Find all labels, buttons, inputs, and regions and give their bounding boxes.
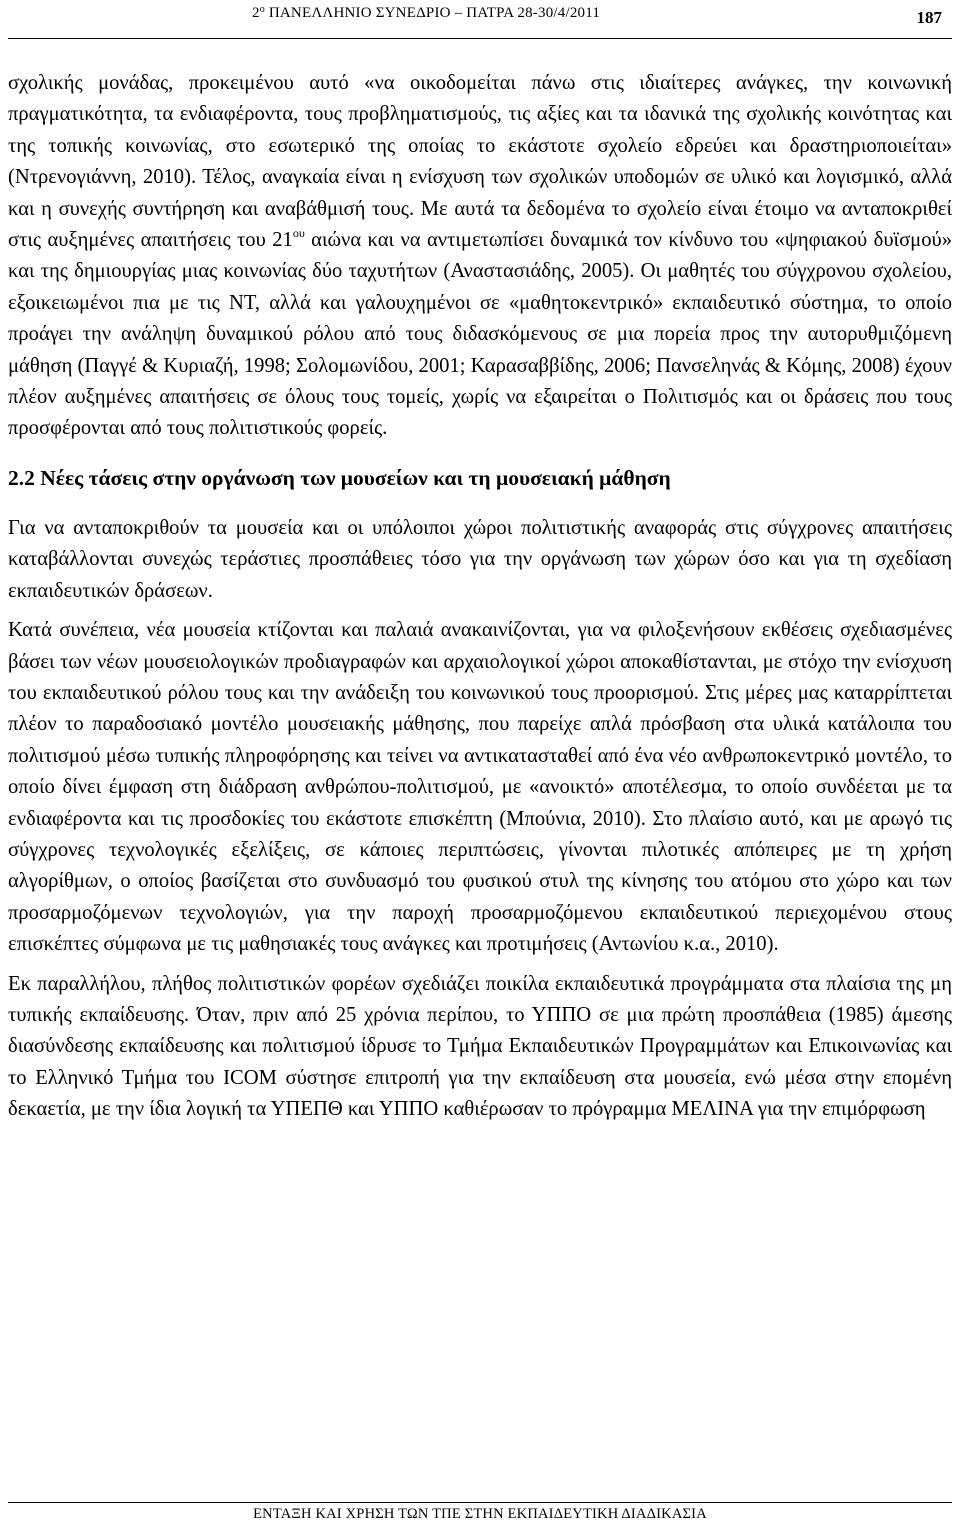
footer-divider	[8, 1502, 952, 1503]
paragraph-museums-requirements: Για να ανταποκριθούν τα μουσεία και οι υπόλοιποι χώροι πολιτιστικής αναφοράς στις σύγχρονες απαιτήσεις καταβάλλονται συνεχώς τεράστιες προσπάθειες τόσο για την οργάνωση των χώρων όσο και για τη σχεδίαση εκπαιδευτικών δράσεων.	[8, 516, 952, 602]
paragraph-1-text-b: αιώνα και να αντιμετωπίσει δυναμικά τον κίνδυνο του «ψηφιακού δυϊσμού» και της δημιουργίας μιας κοινωνίας δύο ταχυτήτων (Αναστασιάδης, 2005). Οι μαθητές του σύγχρονου σχολείου, εξοικειωμένοι πια με τις ΝΤ, αλλά και γαλουχημένοι σε «μαθητοκεντρικό» εκπαιδευτικό σύστημα, το οποίο προάγει την ανάληψη δυναμικού ρόλου από τους διδασκόμενους σε μια πορεία προς την αυτορυθμιζόμενη μάθηση (Παγγέ & Κυριαζή, 1998; Σολομωνίδου, 2001; Καρασαββίδης, 2006; Πανσεληνάς & Κόμης, 2008) έχουν πλέον αυξημένες απαιτήσεις σε όλους τους τομείς, χωρίς να εξαιρείται ο Πολιτισμός και οι δράσεις που τους προσφέρονται από τους πολιτιστικούς φορείς.	[8, 229, 953, 440]
page-number: 187	[916, 8, 942, 27]
conference-title-number: 2	[252, 5, 260, 21]
page-header	[0, 0, 960, 44]
page-footer	[0, 1490, 960, 1528]
century-ordinal: ου	[292, 226, 305, 241]
document-body	[8, 68, 952, 1126]
footer-text: ΕΝΤΑΞΗ ΚΑΙ ΧΡΗΣΗ ΤΩΝ ΤΠΕ ΣΤΗΝ ΕΚΠΑΙΔΕΥΤΙΚΗ ΔΙΑΔΙΚΑΣΙΑ	[253, 1506, 707, 1522]
conference-title-ordinal: ο	[259, 4, 265, 15]
paragraph-1-text-a: σχολικής μονάδας, προκειμένου αυτό «να οικοδομείται πάνω στις ιδιαίτερες ανάγκες, την κοινωνική πραγματικότητα, τα ενδιαφέροντα, τους προβληματισμούς, τις αξίες και τα ιδανικά της σχολικής κοινότητας και της τοπικής κοινωνίας, στο εσωτερικό της οποίας το εκάστοτε σχολείο εδρεύει και δραστηριοποιείται» (Ντρενογιάννη, 2010). Τέλος, αναγκαία είναι η ενίσχυση των σχολικών υποδομών σε υλικό και λογισμικό, αλλά και η συνεχής συντήρηση και αναβάθμισή τους. Με αυτά τα δεδομένα το σχολείο είναι έτοιμο να ανταποκριθεί στις αυξημένες απαιτήσεις του 21	[8, 72, 952, 252]
conference-title	[252, 4, 600, 22]
header-divider	[8, 38, 952, 39]
paragraph-educational-programs: Εκ παραλλήλου, πλήθος πολιτιστικών φορέων σχεδιάζει ποικίλα εκπαιδευτικά προγράμματα στα πλαίσια της μη τυπικής εκπαίδευσης. Όταν, πριν από 25 χρόνια περίπου, το ΥΠΠΟ σε μια πρώτη προσπάθεια (1985) άμεσης διασύνδεσης εκπαίδευσης και πολιτισμού ίδρυσε το Τμήμα Εκπαιδευτικών Προγραμμάτων και Επικοινωνίας και το Ελληνικό Τμήμα του ICOM σύστησε επιτροπή για την εκπαίδευση στα μουσεία, ενώ μέσα στην επομένη δεκαετία, με την ίδια λογική τα ΥΠΕΠΘ και ΥΠΠΟ καθιέρωσαν το πρόγραμμα ΜΕΛΙΝΑ για την επιμόρφωση	[8, 972, 952, 1121]
paragraph-school-context	[8, 68, 952, 445]
paragraph-museum-learning-model: Κατά συνέπεια, νέα μουσεία κτίζονται και παλαιά ανακαινίζονται, για να φιλοξενήσουν εκθέσεις σχεδιασμένες βάσει των νέων μουσειολογικών προδιαγραφών και αρχαιολογικοί χώροι αποκαθίστανται, με στόχο την ενίσχυση του εκπαιδευτικού ρόλου τους και την ανάδειξη του κοινωνικού τους προορισμού. Στις μέρες μας καταρρίπτεται πλέον το παραδοσιακό μοντέλο μουσειακής μάθησης, που παρείχε απλά πρόσβαση στα υλικά κατάλοιπα του πολιτισμού μέσω τυπικής πληροφόρησης και τείνει να αντικατασταθεί από ένα νέο ανθρωποκεντρικό μοντέλο, το οποίο δίνει έμφαση στη διάδραση ανθρώπου-πολιτισμού, με «ανοικτό» αποτέλεσμα, το οποίο συνδέεται με τα ενδιαφέροντα και τις προσδοκίες του εκάστοτε επισκέπτη (Μπούνια, 2010). Στο πλαίσιο αυτό, και με αρωγό τις σύγχρονες τεχνολογικές εξελίξεις, σε κάποιες περιπτώσεις, γίνονται πιλοτικές απόπειρες με τη χρήση αλγορίθμων, ο οποίος βασίζεται στο συνδυασμό του φυσικού στυλ της κίνησης του ατόμου στο χώρο και των προσαρμοζόμενων τεχνολογιών, για την παροχή προσαρμοζόμενου εκπαιδευτικού περιεχομένου στους επισκέπτες σύμφωνα με τις μαθησιακές τους ανάγκες και προτιμήσεις (Αντωνίου κ.α., 2010).	[8, 619, 952, 956]
section-heading: 2.2 Νέες τάσεις στην οργάνωση των μουσείων και τη μουσειακή μάθηση	[8, 465, 671, 490]
conference-title-text: ΠΑΝΕΛΛΗΝΙΟ ΣΥΝΕΔΡΙΟ – ΠΑΤΡΑ 28-30/4/2011	[264, 5, 601, 21]
